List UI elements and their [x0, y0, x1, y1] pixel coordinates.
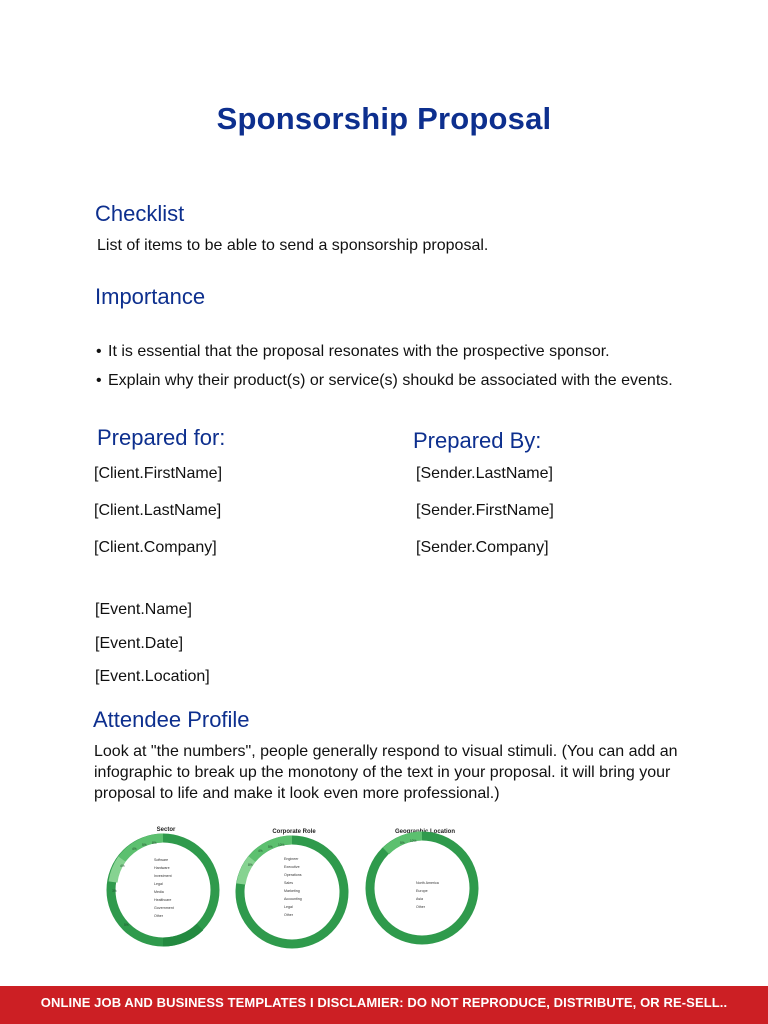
donut-ring	[370, 836, 474, 940]
legend-item: Other	[416, 905, 425, 909]
slice-label: 10%	[278, 843, 285, 847]
importance-list	[96, 341, 673, 399]
legend-item: Media	[154, 890, 164, 894]
legend-item: Software	[154, 858, 169, 862]
importance-heading: Importance	[95, 284, 206, 309]
legend-item: Marketing	[284, 889, 300, 893]
legend-item: Sales	[284, 881, 293, 885]
client-first-name: [Client.FirstName]	[94, 465, 223, 482]
event-date: [Event.Date]	[95, 635, 184, 652]
bullet-text: Explain why their product(s) or service(s) shoukd be associated with the events.	[108, 372, 673, 389]
slice-label: 5%	[124, 923, 129, 927]
slice-label: 5%	[400, 841, 405, 845]
list-item	[96, 370, 673, 391]
corporate-role-chart	[240, 829, 344, 944]
legend-item: Healthcare	[154, 898, 172, 902]
event-location: [Event.Location]	[95, 668, 210, 685]
client-last-name: [Client.LastName]	[94, 502, 222, 519]
legend-item: Legal	[284, 905, 293, 909]
slice-label: 4%	[120, 864, 125, 868]
legend-item: Operations	[284, 873, 302, 877]
sector-chart	[111, 827, 215, 942]
legend-item: Engineer	[284, 857, 299, 861]
prepared-by-heading: Prepared By:	[413, 428, 542, 453]
document-title: Sponsorship Proposal	[216, 101, 552, 136]
slice-label: 3%	[112, 889, 117, 893]
legend-item: Accounting	[284, 897, 302, 901]
geographic-location-chart	[370, 829, 474, 940]
legend-item: North America	[416, 881, 439, 885]
bullet-text: It is essential that the proposal resonates with the prospective sponsor.	[108, 343, 610, 360]
slice-label: 8%	[152, 841, 157, 845]
legend-item: Europe	[416, 889, 428, 893]
checklist-heading: Checklist	[95, 201, 185, 226]
attendee-profile-heading: Attendee Profile	[93, 707, 250, 732]
legend-item: Other	[154, 914, 163, 918]
chart-title: Corporate Role	[272, 829, 316, 835]
legend-item: Executive	[284, 865, 300, 869]
sender-last-name: [Sender.LastName]	[416, 465, 553, 482]
slice-label: 4%	[258, 849, 263, 853]
chart-title: Sector	[156, 827, 176, 833]
list-item	[96, 341, 673, 362]
event-name: [Event.Name]	[95, 601, 192, 618]
slice-label: 5%	[142, 843, 147, 847]
legend-item: Other	[284, 913, 293, 917]
legend-item: Hardware	[154, 866, 170, 870]
slice-label: 8%	[248, 863, 253, 867]
slice-label: 4%	[132, 847, 137, 851]
donut-segment	[163, 927, 200, 942]
client-company: [Client.Company]	[94, 539, 217, 556]
legend-item: Investment	[154, 874, 172, 878]
slice-label: 10%	[410, 839, 417, 843]
legend-item: Government	[154, 906, 174, 910]
chart-title: Geographic Location	[394, 829, 456, 835]
infographic	[100, 822, 490, 950]
legend-item: Legal	[154, 882, 163, 886]
slice-label: 5%	[268, 845, 273, 849]
attendee-profile-text: Look at "the numbers", people generally respond to visual stimuli. (You can add an infographic to break up the monotony of the text in your proposal. it will bring your proposal to life and make it look even more professional.)	[94, 743, 678, 802]
donut-segment	[122, 838, 163, 859]
sender-company: [Sender.Company]	[416, 539, 549, 556]
bullet-marker: •	[96, 343, 102, 360]
checklist-text: List of items to be able to send a sponsorship proposal.	[97, 237, 489, 254]
bullet-marker: •	[96, 372, 102, 389]
prepared-for-heading: Prepared for:	[97, 425, 226, 450]
legend-item: Asia	[416, 897, 423, 901]
disclaimer-footer: ONLINE JOB AND BUSINESS TEMPLATES I DISCLAMIER: DO NOT REPRODUCE, DISTRIBUTE, OR RE-SELL..	[0, 986, 768, 1024]
sender-first-name: [Sender.FirstName]	[416, 502, 554, 519]
